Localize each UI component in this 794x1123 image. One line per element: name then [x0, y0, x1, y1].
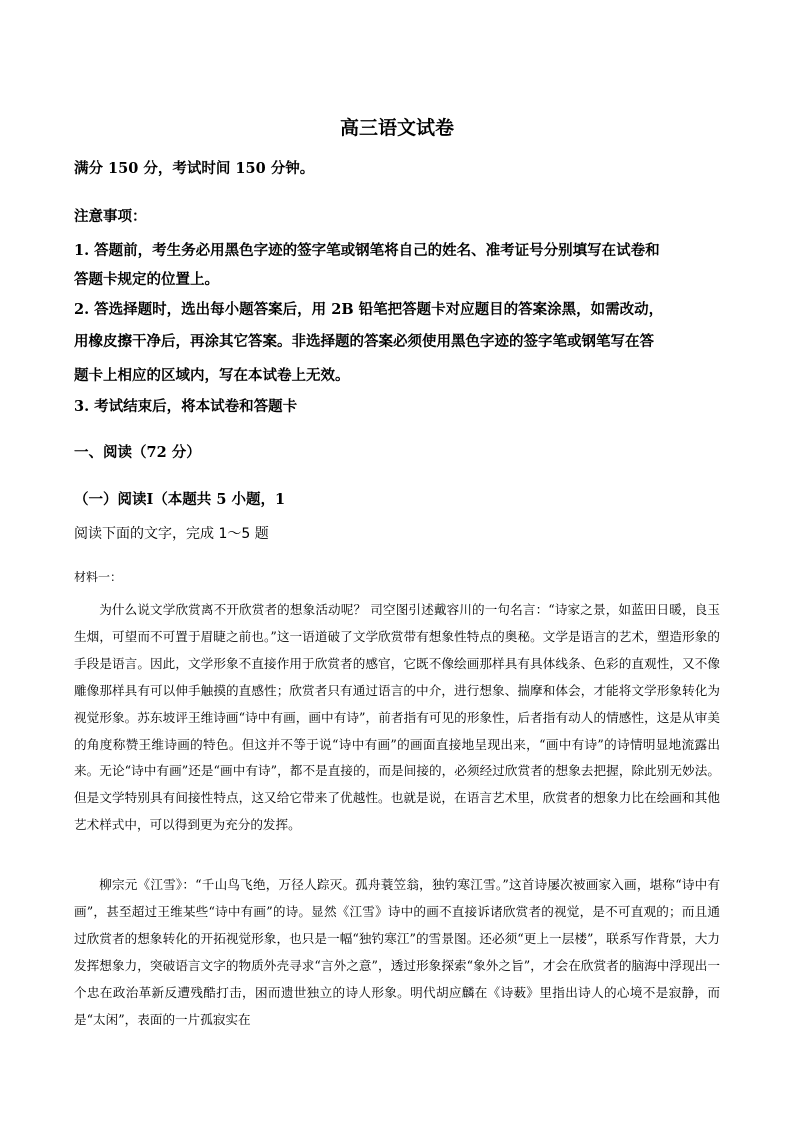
- material-label: 材料一：: [74, 570, 123, 584]
- score-time-line: 满分 150 分，考试时间 150 分钟。: [74, 160, 315, 177]
- reading-instruction: 阅读下面的文字，完成 1～5 题: [74, 526, 269, 542]
- page-title: 高三语文试卷: [339, 117, 454, 139]
- material-paragraph-2: 柳宗元《江雪》：“千山鸟飞绝，万径人踪灭。孤舟蓑笠翁，独钓寒江雪。”这首诗屡次被画家入画，堪称“诗中有画”，甚至超过王维某些“诗中有画”的诗。显然《江雪》诗中的画不直接诉诸欣赏者的视觉，是不可直观的；而且通过欣赏者的想象转化的开拓视觉形象，也只是一幅“独钓寒江”的雪景图。还必须“更上一层楼”，联系写作背景，大力发挥想象力，突破语言文字的物质外壳寻求“言外之意”，透过形象探索“象外之旨”，才会在欣赏者的脑海中浮现出一个忠在政治革新反遭残酷打击，困而遗世独立的诗人形象。明代胡应麟在《诗薮》里指出诗人的心境不是寂静，而是“太闲”，表面的一片孤寂实在: [74, 877, 720, 1027]
- material-paragraph-1: 为什么说文学欣赏离不开欣赏者的想象活动呢？ 司空图引述戴容川的一句名言：“诗家之景，如蓝田日暖，良玉生烟，可望而不可置于眉睫之前也。”这一语道破了文学欣赏带有想象性特点的奥秘。文学是语言的艺术，塑造形象的手段是语言。因此，文学形象不直接作用于欣赏者的感官，它既不像绘画那样具有具体线条、色彩的直观性，又不像雕像那样具有可以伸手触摸的直感性；欣赏者只有通过语言的中介，进行想象、揣摩和体会，才能将文学形象转化为视觉形象。苏东坡评王维诗画“诗中有画，画中有诗”，前者指有可见的形象性，后者指有动人的情感性，这是从审美的角度称赞王维诗画的特色。但这并不等于说“诗中有画”的画面直接地呈现出来，“画中有诗”的诗情明显地流露出来。无论“诗中有画”还是“画中有诗”，都不是直接的，而是间接的，必须经过欣赏者的想象去把握，除此别无妙法。但是文学特别具有间接性特点，这又给它带来了优越性。也就是说，在语言艺术里，欣赏者的想象力比在绘画和其他艺术样式中，可以得到更为充分的发挥。: [74, 602, 720, 833]
- notice-item-2-line-2: 用橡皮擦干净后，再涂其它答案。非选择题的答案必须使用黑色字迹的签字笔或钢笔写在答: [74, 333, 654, 350]
- notice-item-2-line-3: 题卡上相应的区域内，写在本试卷上无效。: [74, 367, 350, 384]
- section-heading: 一、阅读（72 分）: [74, 444, 201, 461]
- notice-item-1-line-1: 1. 答题前，考生务必用黑色字迹的签字笔或钢笔将自己的姓名、准考证号分别填写在试卷和: [74, 242, 660, 259]
- notice-item-2-line-1: 2. 答选择题时，选出每小题答案后，用 2B 铅笔把答题卡对应题目的答案涂黑，如需改动，: [74, 301, 664, 318]
- notice-item-3: 3. 考试结束后，将本试卷和答题卡: [74, 398, 298, 415]
- subsection-heading: （一）阅读Ⅰ（本题共 5 小题，1: [74, 491, 286, 508]
- notice-item-1-line-2: 答题卡规定的位置上。: [74, 271, 219, 288]
- notice-heading: 注意事项：: [74, 208, 147, 225]
